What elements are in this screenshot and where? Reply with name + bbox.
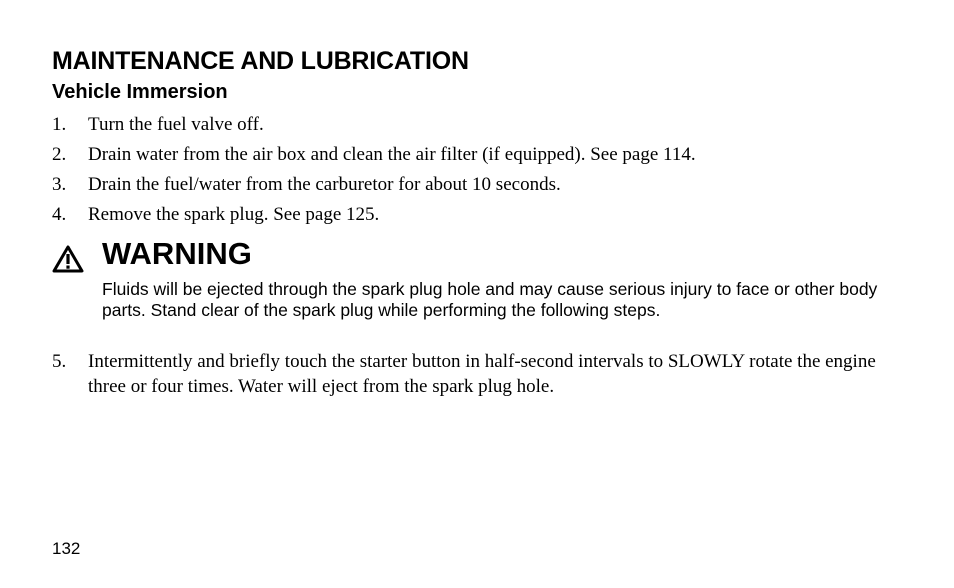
warning-title: WARNING bbox=[102, 236, 252, 271]
step-list bbox=[52, 110, 892, 230]
list-item bbox=[52, 170, 892, 200]
step-number: 3. bbox=[52, 174, 67, 195]
step-number: 5. bbox=[52, 351, 67, 372]
list-item bbox=[52, 140, 892, 170]
step-number: 2. bbox=[52, 144, 67, 165]
step-number: 1. bbox=[52, 114, 67, 135]
list-item bbox=[52, 200, 892, 230]
step-text: Drain water from the air box and clean the air filter (if equipped). See page 114. bbox=[88, 144, 696, 165]
section-title: MAINTENANCE AND LUBRICATION bbox=[52, 47, 469, 75]
list-item bbox=[52, 349, 892, 399]
step-text: Drain the fuel/water from the carburetor for about 10 seconds. bbox=[88, 174, 561, 195]
step-text: Remove the spark plug. See page 125. bbox=[88, 204, 380, 225]
page-number: 132 bbox=[52, 539, 81, 558]
step-text: Turn the fuel valve off. bbox=[88, 114, 264, 135]
step-number: 4. bbox=[52, 204, 67, 225]
list-item bbox=[52, 110, 892, 140]
warning-text: Fluids will be ejected through the spark plug hole and may cause serious injury to face or other body parts. Stand clear of the spark plug while performing the following steps. bbox=[102, 279, 878, 320]
sub-title: Vehicle Immersion bbox=[52, 81, 228, 103]
step-list-continued bbox=[52, 349, 892, 399]
warning-triangle-icon bbox=[52, 245, 84, 273]
step-text: Intermittently and briefly touch the starter button in half-second intervals to SLOWLY rotate the engine three or four times. Water will eject from the spark plug hole. bbox=[88, 351, 876, 397]
